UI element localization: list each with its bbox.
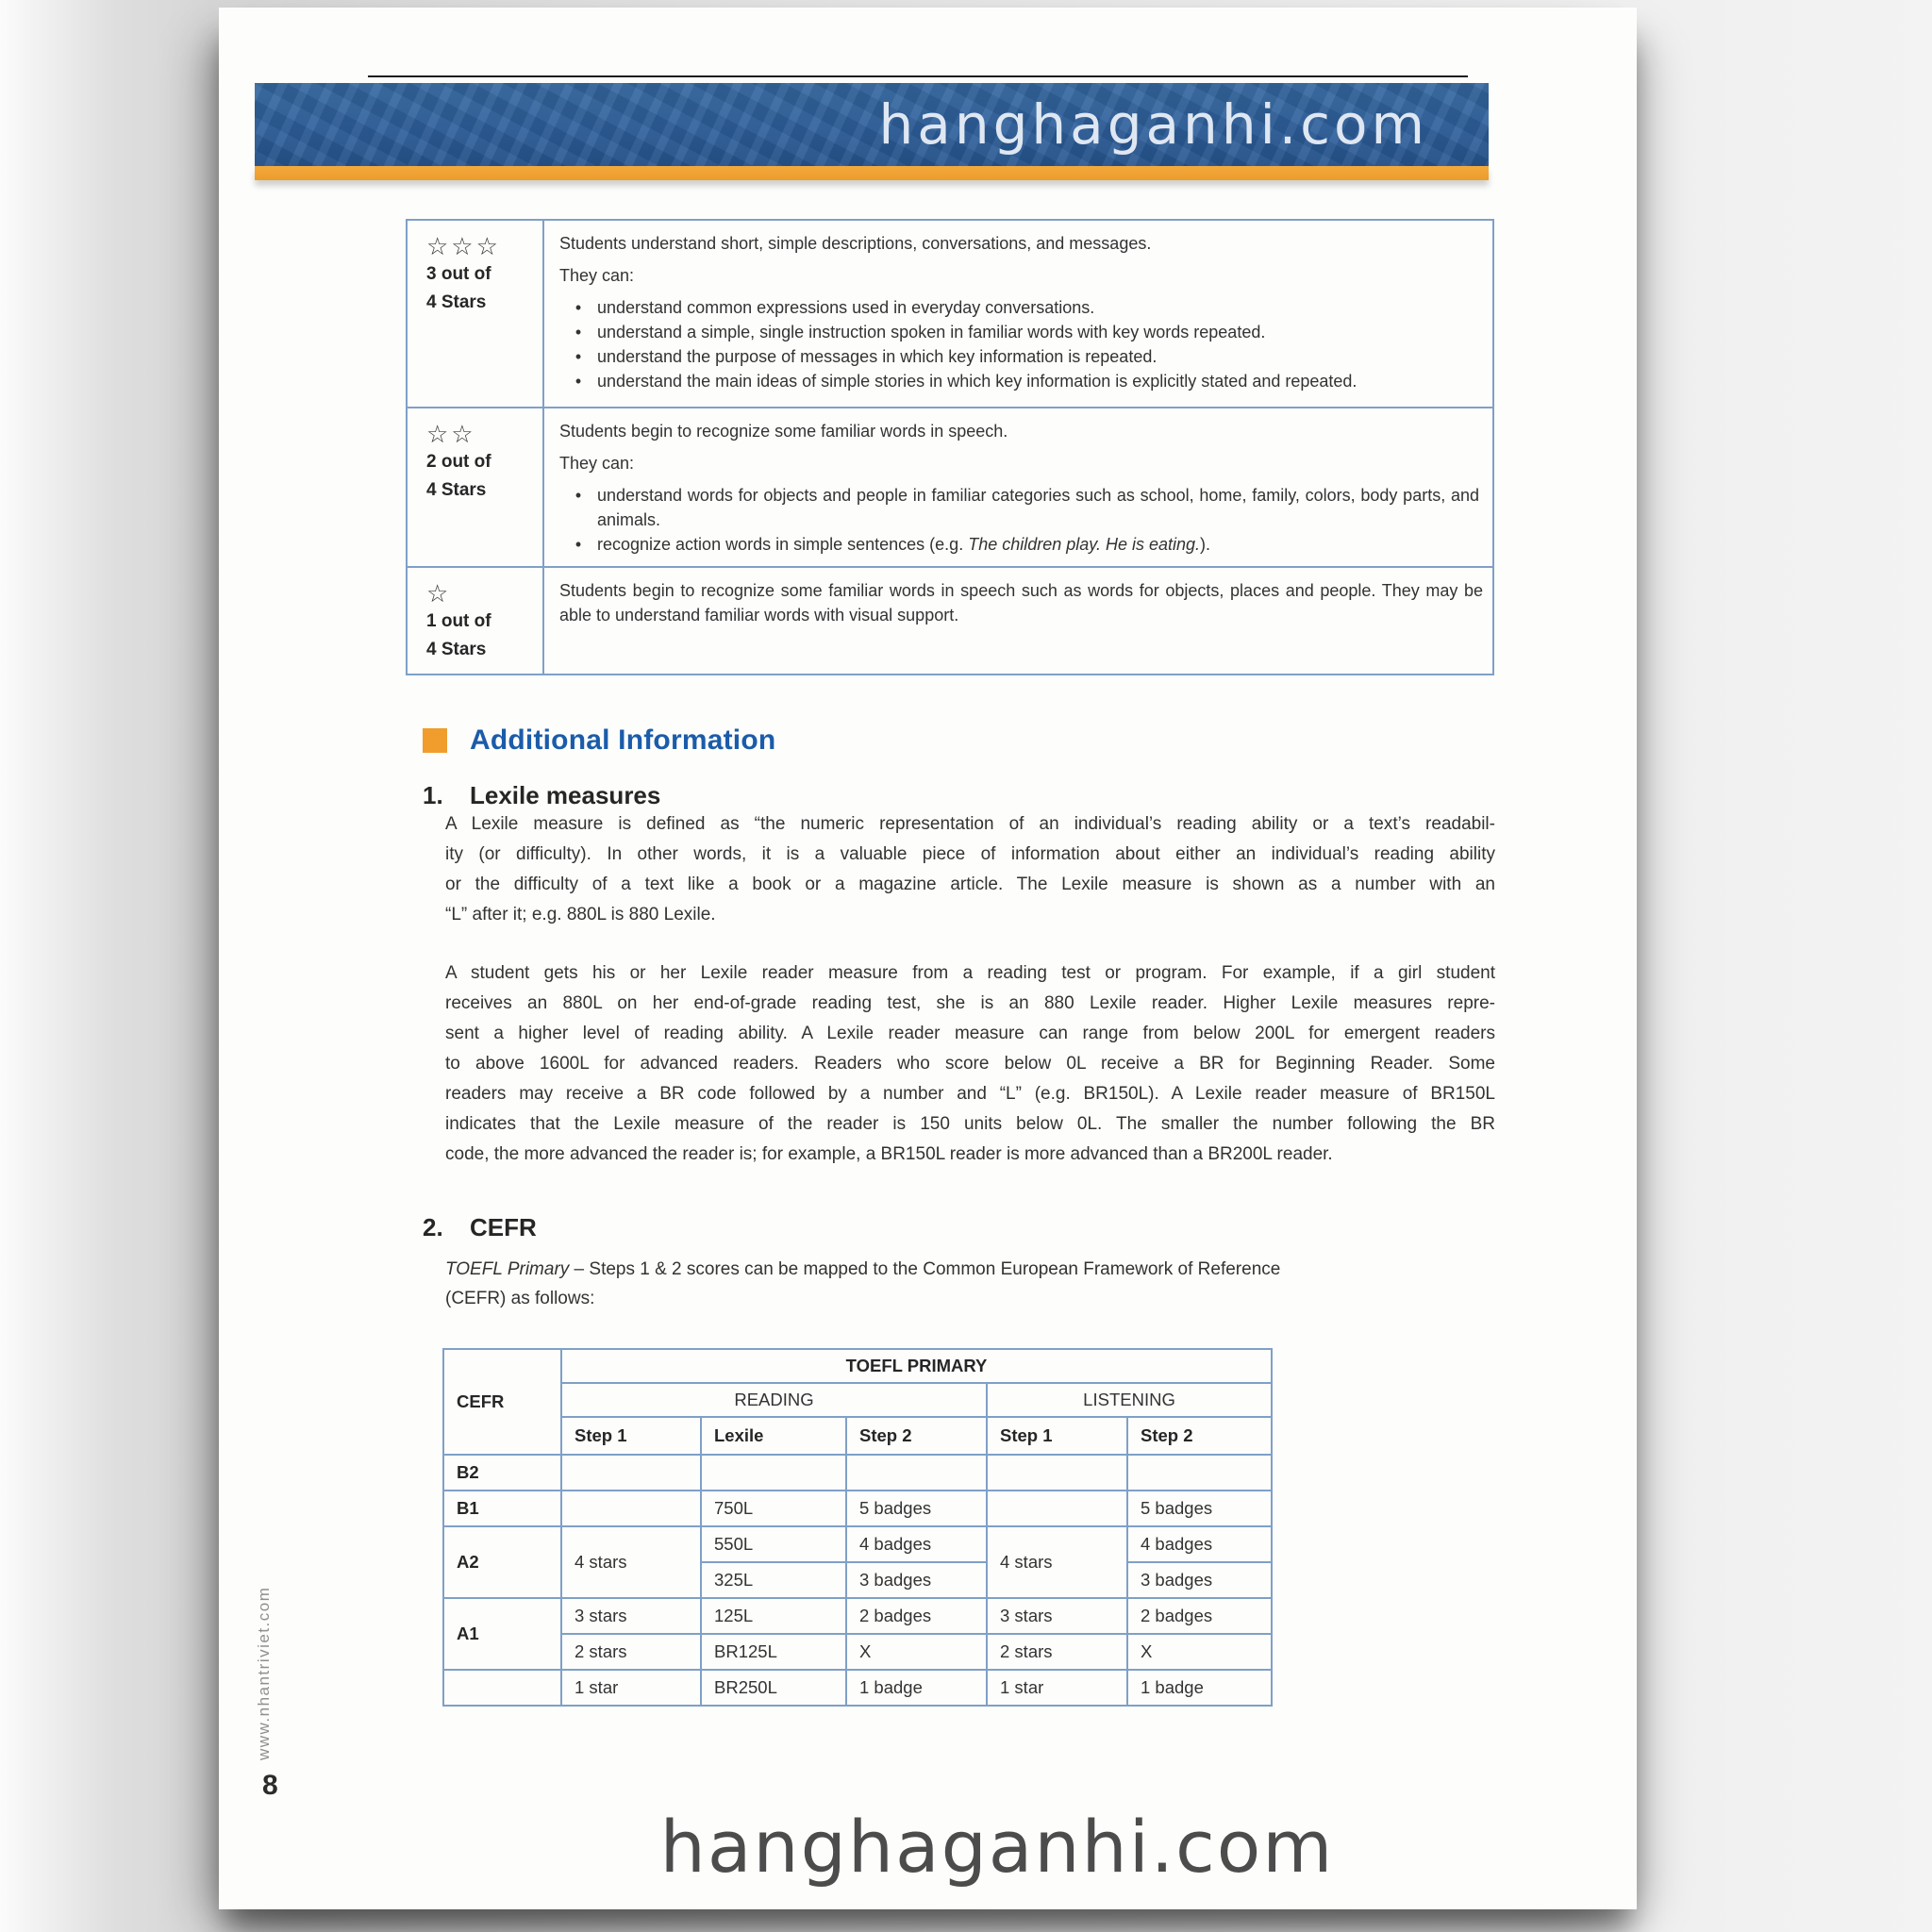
lexile-section-title: [423, 781, 660, 810]
bullet-text: understand common expressions used in everyday conversations.: [597, 298, 1095, 317]
paragraph-line: A student gets his or her Lexile reader measure from a reading test or program. For example, if a girl student: [445, 963, 1495, 983]
cefr-intro-rest: – Steps 1 & 2 scores can be mapped to the Common European Framework of Reference: [569, 1259, 1281, 1279]
section-number: 1.: [423, 781, 443, 809]
paragraph-line: A Lexile measure is defined as “the numeric representation of an individual’s reading ability or a text’s readabil-: [445, 814, 1495, 834]
cefr-intro-line2: (CEFR) as follows:: [445, 1289, 595, 1308]
bullet-item: [559, 369, 1483, 393]
rating-label: 1 out of: [426, 611, 491, 631]
badges-cell: 4 badges: [846, 1526, 987, 1562]
section-number: 2.: [423, 1213, 443, 1241]
section-title-text: CEFR: [470, 1213, 537, 1241]
stars-cell: 1 star: [561, 1670, 701, 1706]
bullet-text: understand the main ideas of simple stories in which key information is explicitly stated and repeated.: [597, 372, 1357, 391]
rating-label: 4 Stars: [426, 292, 487, 312]
table-row-a1-lower: [443, 1634, 1272, 1670]
rating-row-1-star: [408, 566, 1492, 674]
cefr-section-title: [423, 1213, 537, 1242]
bullet-icon: •: [575, 486, 582, 505]
badges-cell: 2 badges: [1127, 1598, 1272, 1634]
empty-cell: [987, 1455, 1127, 1491]
orange-square-bullet-icon: [423, 728, 447, 753]
two-stars-icon: ☆☆: [426, 420, 476, 448]
cefr-intro-line1: [445, 1255, 1495, 1284]
bullet-item: [559, 532, 1483, 557]
header-banner: [255, 83, 1489, 166]
bullet-text-part: ).: [1200, 535, 1210, 554]
cefr-mapping-table: [442, 1348, 1273, 1707]
table-row-b1: [443, 1491, 1272, 1526]
rating-row-2-stars: [408, 407, 1492, 566]
stars-cell: 1 star: [987, 1670, 1127, 1706]
table-row-a1-upper: [443, 1598, 1272, 1634]
bullet-icon: •: [575, 298, 582, 317]
level-cell: A1: [443, 1598, 561, 1670]
section-heading-text: Additional Information: [470, 724, 776, 756]
paragraph-line: readers may receive a BR code followed by a number and “L” (e.g. BR150L). A Lexile reader measure of BR150L: [445, 1084, 1495, 1104]
reading-header: READING: [561, 1383, 987, 1417]
empty-cell: [561, 1455, 701, 1491]
step-header: Step 1: [561, 1417, 701, 1455]
lexile-cell: 750L: [701, 1491, 846, 1526]
badges-cell: 5 badges: [846, 1491, 987, 1526]
bullet-text-italic: The children play. He is eating.: [968, 535, 1200, 554]
cefr-intro-italic: TOEFL Primary: [445, 1259, 570, 1279]
stars-cell: 3 stars: [987, 1598, 1127, 1634]
stars-cell: 4 stars: [561, 1526, 701, 1598]
cefr-corner-header: CEFR: [443, 1349, 561, 1455]
badges-cell: X: [1127, 1634, 1272, 1670]
lexile-cell: 550L: [701, 1526, 846, 1562]
bullet-icon: •: [575, 372, 582, 391]
bullet-text: understand a simple, single instruction spoken in familiar words with key words repeated.: [597, 323, 1266, 341]
rating-intro: Students begin to recognize some familiar words in speech such as words for objects, places and people. They may be able to understand familiar words with visual support.: [559, 581, 1483, 625]
badges-cell: 4 badges: [1127, 1526, 1272, 1562]
publisher-url-vertical: www.nhantriviet.com: [255, 1586, 273, 1760]
bullet-item: [559, 483, 1483, 532]
bullet-icon: •: [575, 535, 582, 554]
table-row-a2-upper: [443, 1526, 1272, 1562]
cefr-intro: [445, 1255, 1495, 1313]
stars-cell: 4 stars: [987, 1526, 1127, 1598]
rating-intro: Students begin to recognize some familiar words in speech.: [559, 422, 1008, 441]
badges-cell: 2 badges: [846, 1598, 987, 1634]
three-stars-icon: ☆☆☆: [426, 232, 501, 260]
bullet-icon: •: [575, 347, 582, 366]
paragraph-line: “L” after it; e.g. 880L is 880 Lexile.: [445, 905, 716, 924]
bullet-item: [559, 295, 1483, 320]
bullet-text: understand the purpose of messages in which key information is repeated.: [597, 347, 1158, 366]
section-title-text: Lexile measures: [470, 781, 661, 809]
empty-cell: [987, 1491, 1127, 1526]
lexile-cell: 325L: [701, 1562, 846, 1598]
listening-header: LISTENING: [987, 1383, 1272, 1417]
step-header: Step 2: [1127, 1417, 1272, 1455]
lexile-cell: BR250L: [701, 1670, 846, 1706]
stars-cell: 2 stars: [987, 1634, 1127, 1670]
level-cell: A2: [443, 1526, 561, 1598]
table-row-below-a1: [443, 1670, 1272, 1706]
rating-description-cell: [544, 568, 1492, 674]
bullet-item: [559, 320, 1483, 344]
top-rule: [368, 75, 1468, 77]
page-number: 8: [262, 1770, 278, 1801]
level-cell: B1: [443, 1491, 561, 1526]
rating-description-cell: [544, 221, 1492, 407]
paragraph-line: sent a higher level of reading ability. A Lexile reader measure can range from below 200L for emergent readers: [445, 1024, 1495, 1043]
rating-label: 4 Stars: [426, 480, 487, 500]
bullet-text-part: recognize action words in simple sentences (e.g.: [597, 535, 969, 554]
orange-stripe: [255, 166, 1489, 180]
empty-cell: [846, 1455, 987, 1491]
bullet-item: [559, 344, 1483, 369]
rating-row-3-stars: [408, 221, 1492, 407]
one-star-icon: ☆: [426, 579, 452, 608]
rating-label-cell: [408, 568, 544, 674]
rating-label-cell: [408, 221, 544, 407]
paragraph-line: receives an 880L on her end-of-grade reading test, she is an 880 Lexile reader. Higher Lexile measures repre-: [445, 993, 1495, 1013]
paragraph-line: indicates that the Lexile measure of the reader is 150 units below 0L. The smaller the number following the BR: [445, 1114, 1495, 1134]
empty-cell: [701, 1455, 846, 1491]
paragraph-line: or the difficulty of a text like a book or a magazine article. The Lexile measure is shown as a number with an: [445, 874, 1495, 894]
rating-intro: Students understand short, simple descriptions, conversations, and messages.: [559, 234, 1152, 253]
level-cell: B2: [443, 1455, 561, 1491]
paragraph-line: to above 1600L for advanced readers. Readers who score below 0L receive a BR for Beginning Reader. Some: [445, 1054, 1495, 1074]
step-header: Step 1: [987, 1417, 1127, 1455]
badges-cell: 3 badges: [846, 1562, 987, 1598]
empty-cell: [561, 1491, 701, 1526]
stars-cell: 2 stars: [561, 1634, 701, 1670]
badges-cell: X: [846, 1634, 987, 1670]
paragraph-line: code, the more advanced the reader is; for example, a BR150L reader is more advanced than a BR200L reader.: [445, 1144, 1333, 1164]
rating-label: 4 Stars: [426, 640, 487, 659]
rating-label: 2 out of: [426, 452, 491, 472]
lexile-cell: BR125L: [701, 1634, 846, 1670]
they-can-label: They can:: [559, 454, 635, 473]
lexile-paragraph-1: [445, 809, 1495, 930]
empty-cell: [1127, 1455, 1272, 1491]
rating-label-cell: [408, 408, 544, 566]
toefl-primary-header: TOEFL PRIMARY: [561, 1349, 1272, 1383]
bottom-watermark-text: hanghaganhi.com: [659, 1805, 1335, 1889]
document-page: [219, 8, 1637, 1909]
top-watermark-text: hanghaganhi.com: [878, 92, 1428, 157]
badges-cell: 5 badges: [1127, 1491, 1272, 1526]
lexile-header: Lexile: [701, 1417, 846, 1455]
bullet-text: understand words for objects and people in familiar categories such as school, home, family, colors, body parts, and animals.: [597, 486, 1479, 529]
star-rating-table: [406, 219, 1494, 675]
level-cell: [443, 1670, 561, 1706]
bullet-text: [597, 532, 1483, 557]
stars-cell: 3 stars: [561, 1598, 701, 1634]
section-heading: [423, 724, 775, 757]
they-can-label: They can:: [559, 266, 635, 285]
rating-label: 3 out of: [426, 264, 491, 284]
badges-cell: 3 badges: [1127, 1562, 1272, 1598]
bullet-icon: •: [575, 323, 582, 341]
rating-description-cell: [544, 408, 1492, 566]
badges-cell: 1 badge: [846, 1670, 987, 1706]
lexile-paragraph-2: [445, 958, 1495, 1170]
table-row-b2: [443, 1455, 1272, 1491]
badges-cell: 1 badge: [1127, 1670, 1272, 1706]
paragraph-line: ity (or difficulty). In other words, it is a valuable piece of information about either an individual’s reading ability: [445, 844, 1495, 864]
step-header: Step 2: [846, 1417, 987, 1455]
lexile-cell: 125L: [701, 1598, 846, 1634]
